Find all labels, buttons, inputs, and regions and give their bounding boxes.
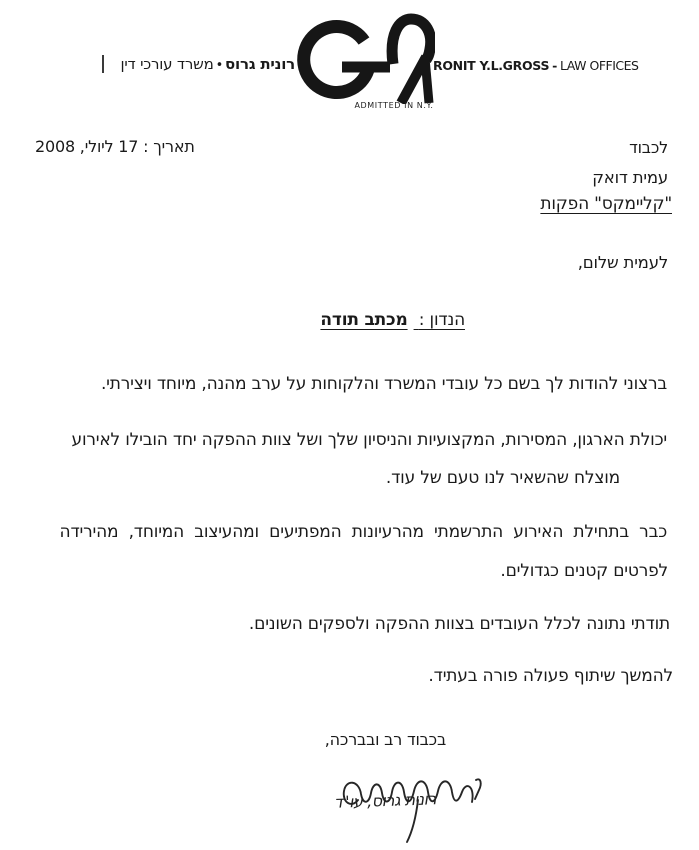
subject-line — [320, 310, 465, 330]
subject-title: מכתב תודה — [320, 310, 408, 330]
dash-separator: - — [552, 58, 558, 73]
letterhead-hebrew-name: רונית גרוס — [225, 55, 295, 73]
date-line: תאריך : 17 ליולי, 2008 — [35, 137, 195, 156]
salutation: לעמית שלום, — [577, 253, 668, 272]
paragraph-1-line-1: ברצוני להודות לך בשם כל עובדי המשרד והלקוחות על ערב מהנה, מיוחד ויצירתי. — [100, 374, 667, 394]
recipient-company: "קליימקס" הפקות — [540, 194, 672, 214]
bullet-separator: • — [215, 58, 224, 73]
letterhead-english-suffix: LAW OFFICES — [560, 58, 639, 73]
letterhead-hebrew — [121, 55, 296, 73]
paragraph-3-line-1: כבר בתחילת האירוע התרשמתי מהרעיונות המפתיעים ומהעיצוב המיוחד, מהירידה — [59, 522, 667, 542]
letterhead-hebrew-suffix: משרד עורכי דין — [120, 55, 214, 73]
scan-artifact-mark — [102, 55, 104, 73]
gr-monogram-logo-icon — [293, 12, 435, 104]
recipient-name: עמית דואק — [592, 168, 668, 187]
paragraph-2-line-2: מוצלח שהשאיר לנו טעם של עוד. — [385, 468, 620, 488]
paragraph-3-line-2: לפרטים קטנים כגדולים. — [500, 561, 668, 581]
paragraph-4-line-1: תודתי נתונה לכלל העובדים בצוות ההפקה ולספקים השונים. — [248, 614, 670, 634]
signature-name: רונית גרוס, עו"ד — [333, 789, 437, 812]
letterhead-english-name: RONIT Y.L.GROSS — [433, 58, 550, 73]
admitted-text: ADMITTED IN N.Y. — [354, 101, 434, 110]
letterhead-english — [433, 58, 638, 73]
paragraph-5-line-1: להמשך שיתוף פעולה פורה בעתיד. — [428, 666, 673, 686]
subject-label: הנדון : — [418, 310, 465, 330]
paragraph-2-line-1: יכולת הארגון, המסירות, המקצועיות והניסיון שלך ושל צוות ההפקה יחד הובילו לאירוע — [71, 430, 667, 450]
closing-line: בכבוד רב ובברכה, — [324, 730, 446, 749]
to-label: לכבוד — [629, 138, 668, 157]
